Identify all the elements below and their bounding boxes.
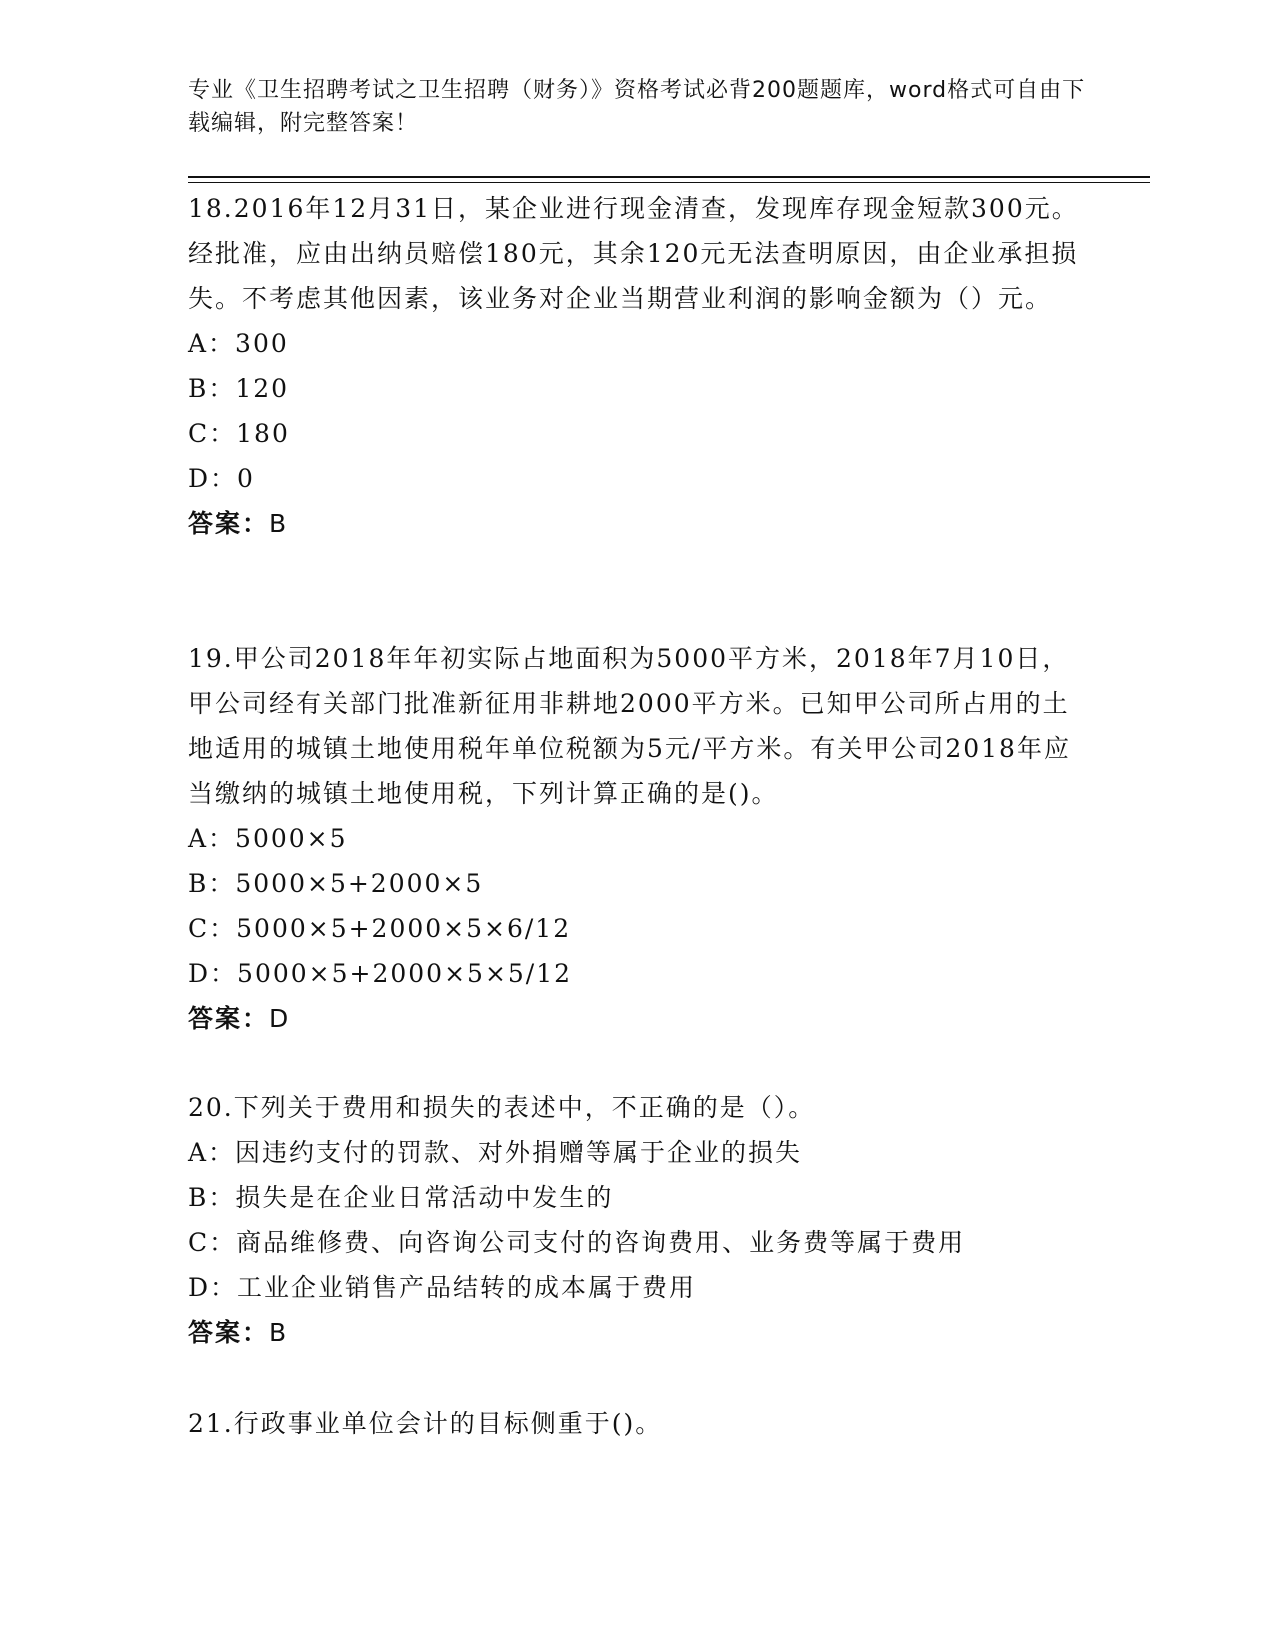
option-b: B：120 bbox=[188, 374, 290, 403]
header-divider-thick bbox=[188, 176, 1150, 178]
option-c: C：180 bbox=[188, 419, 290, 448]
answer-line bbox=[188, 1310, 1088, 1355]
question-21 bbox=[188, 1401, 1088, 1446]
option-c: C：5000×5+2000×5×6/12 bbox=[188, 914, 572, 943]
option-a: A：因违约支付的罚款、对外捐赠等属于企业的损失 bbox=[188, 1138, 803, 1167]
answer-line bbox=[188, 501, 1088, 546]
option-d: D：5000×5+2000×5×5/12 bbox=[188, 959, 573, 988]
question-text: 20.下列关于费用和损失的表述中，不正确的是（）。 bbox=[188, 1093, 816, 1122]
answer-label: 答案： bbox=[188, 1318, 270, 1347]
option-b: B：5000×5+2000×5 bbox=[188, 869, 484, 898]
question-19 bbox=[188, 636, 1088, 1041]
option-d: D：0 bbox=[188, 464, 255, 493]
document-header: 专业《卫生招聘考试之卫生招聘（财务）》资格考试必背200题题库，word格式可自由下载编辑，附完整答案！ bbox=[188, 78, 1086, 136]
question-text: 19.甲公司2018年年初实际占地面积为5000平方米，2018年7月10日，甲公司经有关部门批准新征用非耕地2000平方米。已知甲公司所占用的土地适用的城镇土地使用税年单位税额为5元/平方米。有关甲公司2018年应当缴纳的城镇土地使用税，下列计算正确的是()。 bbox=[188, 644, 1071, 808]
question-18 bbox=[188, 186, 1088, 546]
question-text: 18.2016年12月31日，某企业进行现金清查，发现库存现金短款300元。经批准，应由出纳员赔偿180元，其余120元无法查明原因，由企业承担损失。不考虑其他因素，该业务对企业当期营业利润的影响金额为（）元。 bbox=[188, 194, 1079, 313]
option-b: B：损失是在企业日常活动中发生的 bbox=[188, 1183, 614, 1212]
question-20 bbox=[188, 1085, 1088, 1355]
answer-value: B bbox=[269, 1318, 289, 1347]
option-a: A：300 bbox=[188, 329, 289, 358]
answer-value: B bbox=[269, 509, 289, 538]
option-d: D：工业企业销售产品结转的成本属于费用 bbox=[188, 1273, 697, 1302]
answer-line bbox=[188, 996, 1088, 1041]
option-a: A：5000×5 bbox=[188, 824, 348, 853]
option-c: C：商品维修费、向咨询公司支付的咨询费用、业务费等属于费用 bbox=[188, 1228, 966, 1257]
question-text: 21.行政事业单位会计的目标侧重于()。 bbox=[188, 1409, 663, 1438]
answer-value: D bbox=[269, 1004, 291, 1033]
header-divider-thin bbox=[188, 182, 1150, 183]
answer-label: 答案： bbox=[188, 509, 270, 538]
answer-label: 答案： bbox=[188, 1004, 270, 1033]
